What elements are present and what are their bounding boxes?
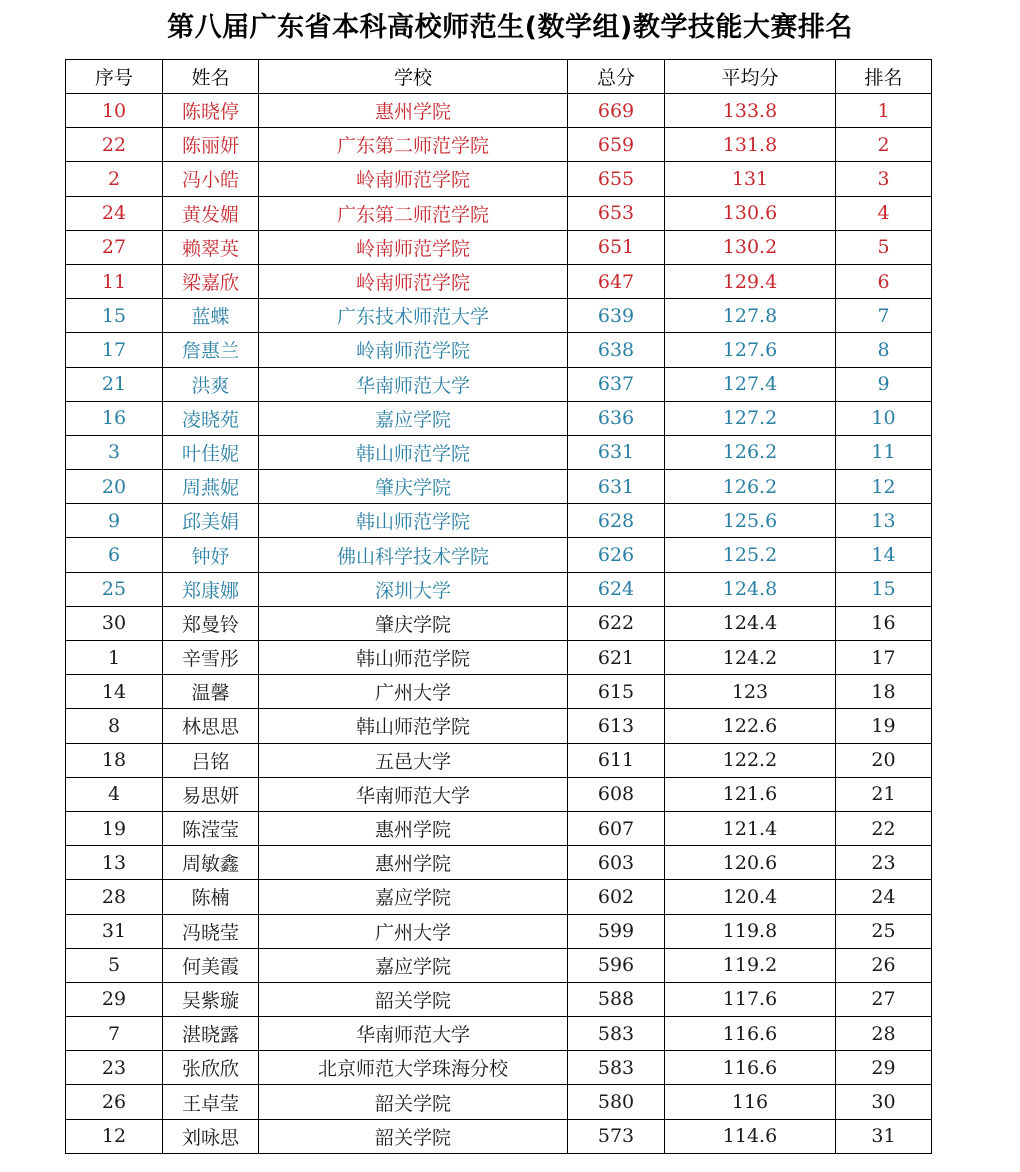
cell-avg: 126.2 bbox=[665, 435, 836, 469]
cell-no: 15 bbox=[66, 299, 163, 333]
table-row bbox=[66, 1051, 932, 1085]
header-name: 姓名 bbox=[163, 60, 259, 94]
cell-total: 622 bbox=[568, 606, 665, 640]
table-row bbox=[66, 641, 932, 675]
cell-rank: 6 bbox=[836, 264, 932, 298]
cell-no: 6 bbox=[66, 538, 163, 572]
cell-school: 韶关学院 bbox=[259, 1085, 568, 1119]
cell-school: 嘉应学院 bbox=[259, 401, 568, 435]
cell-name: 辛雪彤 bbox=[163, 641, 259, 675]
cell-rank: 7 bbox=[836, 299, 932, 333]
cell-avg: 130.6 bbox=[665, 196, 836, 230]
table-row bbox=[66, 846, 932, 880]
table-row bbox=[66, 1085, 932, 1119]
cell-name: 林思思 bbox=[163, 709, 259, 743]
cell-avg: 122.6 bbox=[665, 709, 836, 743]
cell-no: 18 bbox=[66, 743, 163, 777]
cell-name: 刘咏思 bbox=[163, 1119, 259, 1153]
cell-school: 广东第二师范学院 bbox=[259, 196, 568, 230]
cell-name: 周燕妮 bbox=[163, 470, 259, 504]
cell-name: 张欣欣 bbox=[163, 1051, 259, 1085]
cell-school: 惠州学院 bbox=[259, 846, 568, 880]
cell-avg: 127.6 bbox=[665, 333, 836, 367]
cell-no: 5 bbox=[66, 948, 163, 982]
cell-rank: 4 bbox=[836, 196, 932, 230]
cell-rank: 8 bbox=[836, 333, 932, 367]
cell-name: 洪爽 bbox=[163, 367, 259, 401]
cell-name: 詹惠兰 bbox=[163, 333, 259, 367]
cell-school: 华南师范大学 bbox=[259, 367, 568, 401]
cell-rank: 20 bbox=[836, 743, 932, 777]
cell-rank: 2 bbox=[836, 128, 932, 162]
cell-rank: 24 bbox=[836, 880, 932, 914]
cell-name: 冯小皓 bbox=[163, 162, 259, 196]
cell-total: 637 bbox=[568, 367, 665, 401]
cell-avg: 123 bbox=[665, 675, 836, 709]
table-row bbox=[66, 470, 932, 504]
table-row bbox=[66, 606, 932, 640]
cell-no: 22 bbox=[66, 128, 163, 162]
table-body bbox=[66, 94, 932, 1154]
cell-no: 13 bbox=[66, 846, 163, 880]
cell-total: 613 bbox=[568, 709, 665, 743]
table-row bbox=[66, 264, 932, 298]
cell-rank: 11 bbox=[836, 435, 932, 469]
cell-no: 26 bbox=[66, 1085, 163, 1119]
cell-rank: 30 bbox=[836, 1085, 932, 1119]
cell-name: 郑曼铃 bbox=[163, 606, 259, 640]
cell-rank: 27 bbox=[836, 982, 932, 1016]
cell-total: 669 bbox=[568, 94, 665, 128]
cell-avg: 121.4 bbox=[665, 811, 836, 845]
cell-no: 4 bbox=[66, 777, 163, 811]
cell-rank: 29 bbox=[836, 1051, 932, 1085]
cell-rank: 3 bbox=[836, 162, 932, 196]
cell-avg: 130.2 bbox=[665, 230, 836, 264]
cell-rank: 23 bbox=[836, 846, 932, 880]
table-row bbox=[66, 94, 932, 128]
cell-school: 嘉应学院 bbox=[259, 880, 568, 914]
cell-avg: 133.8 bbox=[665, 94, 836, 128]
cell-no: 2 bbox=[66, 162, 163, 196]
cell-total: 659 bbox=[568, 128, 665, 162]
cell-avg: 120.6 bbox=[665, 846, 836, 880]
table-row bbox=[66, 1119, 932, 1153]
cell-school: 广州大学 bbox=[259, 914, 568, 948]
cell-school: 五邑大学 bbox=[259, 743, 568, 777]
cell-name: 钟妤 bbox=[163, 538, 259, 572]
cell-name: 梁嘉欣 bbox=[163, 264, 259, 298]
cell-school: 韩山师范学院 bbox=[259, 641, 568, 675]
cell-total: 636 bbox=[568, 401, 665, 435]
cell-total: 596 bbox=[568, 948, 665, 982]
cell-no: 17 bbox=[66, 333, 163, 367]
cell-school: 韩山师范学院 bbox=[259, 435, 568, 469]
header-avg: 平均分 bbox=[665, 60, 836, 94]
cell-avg: 127.2 bbox=[665, 401, 836, 435]
cell-avg: 116.6 bbox=[665, 1017, 836, 1051]
cell-total: 638 bbox=[568, 333, 665, 367]
cell-total: 583 bbox=[568, 1017, 665, 1051]
cell-rank: 13 bbox=[836, 504, 932, 538]
cell-name: 湛晓露 bbox=[163, 1017, 259, 1051]
cell-avg: 116 bbox=[665, 1085, 836, 1119]
cell-no: 12 bbox=[66, 1119, 163, 1153]
cell-avg: 127.8 bbox=[665, 299, 836, 333]
table-row bbox=[66, 880, 932, 914]
header-school: 学校 bbox=[259, 60, 568, 94]
cell-avg: 127.4 bbox=[665, 367, 836, 401]
table-row bbox=[66, 572, 932, 606]
cell-total: 611 bbox=[568, 743, 665, 777]
table-row bbox=[66, 367, 932, 401]
cell-name: 叶佳妮 bbox=[163, 435, 259, 469]
cell-school: 惠州学院 bbox=[259, 811, 568, 845]
cell-no: 3 bbox=[66, 435, 163, 469]
cell-total: 608 bbox=[568, 777, 665, 811]
cell-total: 624 bbox=[568, 572, 665, 606]
table-row bbox=[66, 675, 932, 709]
cell-avg: 124.8 bbox=[665, 572, 836, 606]
cell-name: 吴紫璇 bbox=[163, 982, 259, 1016]
cell-no: 28 bbox=[66, 880, 163, 914]
cell-no: 8 bbox=[66, 709, 163, 743]
cell-school: 深圳大学 bbox=[259, 572, 568, 606]
cell-total: 628 bbox=[568, 504, 665, 538]
table-row bbox=[66, 435, 932, 469]
cell-no: 14 bbox=[66, 675, 163, 709]
cell-total: 588 bbox=[568, 982, 665, 1016]
cell-rank: 25 bbox=[836, 914, 932, 948]
table-row bbox=[66, 709, 932, 743]
cell-no: 10 bbox=[66, 94, 163, 128]
cell-name: 陈晓停 bbox=[163, 94, 259, 128]
ranking-table bbox=[65, 59, 932, 1154]
cell-total: 626 bbox=[568, 538, 665, 572]
cell-no: 9 bbox=[66, 504, 163, 538]
cell-avg: 129.4 bbox=[665, 264, 836, 298]
cell-total: 583 bbox=[568, 1051, 665, 1085]
cell-school: 华南师范大学 bbox=[259, 1017, 568, 1051]
cell-name: 易思妍 bbox=[163, 777, 259, 811]
table-row bbox=[66, 982, 932, 1016]
cell-name: 王卓莹 bbox=[163, 1085, 259, 1119]
cell-avg: 126.2 bbox=[665, 470, 836, 504]
cell-rank: 19 bbox=[836, 709, 932, 743]
cell-avg: 131.8 bbox=[665, 128, 836, 162]
cell-name: 吕铭 bbox=[163, 743, 259, 777]
cell-no: 7 bbox=[66, 1017, 163, 1051]
cell-no: 29 bbox=[66, 982, 163, 1016]
cell-avg: 125.6 bbox=[665, 504, 836, 538]
cell-total: 607 bbox=[568, 811, 665, 845]
cell-name: 邱美娟 bbox=[163, 504, 259, 538]
cell-rank: 22 bbox=[836, 811, 932, 845]
cell-rank: 1 bbox=[836, 94, 932, 128]
cell-total: 580 bbox=[568, 1085, 665, 1119]
cell-rank: 16 bbox=[836, 606, 932, 640]
cell-school: 惠州学院 bbox=[259, 94, 568, 128]
cell-school: 肇庆学院 bbox=[259, 606, 568, 640]
cell-school: 韩山师范学院 bbox=[259, 709, 568, 743]
cell-school: 岭南师范学院 bbox=[259, 162, 568, 196]
cell-name: 陈楠 bbox=[163, 880, 259, 914]
table-row bbox=[66, 162, 932, 196]
cell-no: 27 bbox=[66, 230, 163, 264]
cell-no: 19 bbox=[66, 811, 163, 845]
header-rank: 排名 bbox=[836, 60, 932, 94]
cell-school: 嘉应学院 bbox=[259, 948, 568, 982]
cell-total: 631 bbox=[568, 470, 665, 504]
cell-avg: 114.6 bbox=[665, 1119, 836, 1153]
cell-total: 615 bbox=[568, 675, 665, 709]
cell-no: 11 bbox=[66, 264, 163, 298]
cell-school: 韶关学院 bbox=[259, 1119, 568, 1153]
cell-total: 647 bbox=[568, 264, 665, 298]
cell-school: 佛山科学技术学院 bbox=[259, 538, 568, 572]
cell-name: 何美霞 bbox=[163, 948, 259, 982]
table-row bbox=[66, 128, 932, 162]
cell-rank: 21 bbox=[836, 777, 932, 811]
cell-school: 肇庆学院 bbox=[259, 470, 568, 504]
cell-avg: 120.4 bbox=[665, 880, 836, 914]
table-row bbox=[66, 914, 932, 948]
cell-avg: 124.4 bbox=[665, 606, 836, 640]
cell-no: 1 bbox=[66, 641, 163, 675]
cell-rank: 28 bbox=[836, 1017, 932, 1051]
cell-name: 郑康娜 bbox=[163, 572, 259, 606]
cell-school: 韩山师范学院 bbox=[259, 504, 568, 538]
table-header-row bbox=[66, 60, 932, 94]
cell-no: 16 bbox=[66, 401, 163, 435]
cell-avg: 119.2 bbox=[665, 948, 836, 982]
cell-total: 602 bbox=[568, 880, 665, 914]
cell-avg: 116.6 bbox=[665, 1051, 836, 1085]
cell-school: 岭南师范学院 bbox=[259, 264, 568, 298]
cell-rank: 14 bbox=[836, 538, 932, 572]
cell-total: 631 bbox=[568, 435, 665, 469]
cell-total: 621 bbox=[568, 641, 665, 675]
cell-name: 陈丽妍 bbox=[163, 128, 259, 162]
cell-name: 凌晓苑 bbox=[163, 401, 259, 435]
table-row bbox=[66, 401, 932, 435]
cell-school: 韶关学院 bbox=[259, 982, 568, 1016]
table-row bbox=[66, 1017, 932, 1051]
cell-name: 温馨 bbox=[163, 675, 259, 709]
cell-rank: 15 bbox=[836, 572, 932, 606]
table-row bbox=[66, 230, 932, 264]
cell-no: 30 bbox=[66, 606, 163, 640]
cell-rank: 10 bbox=[836, 401, 932, 435]
cell-name: 冯晓莹 bbox=[163, 914, 259, 948]
cell-total: 639 bbox=[568, 299, 665, 333]
cell-avg: 117.6 bbox=[665, 982, 836, 1016]
cell-school: 华南师范大学 bbox=[259, 777, 568, 811]
table-row bbox=[66, 811, 932, 845]
cell-avg: 131 bbox=[665, 162, 836, 196]
table-row bbox=[66, 504, 932, 538]
table-row bbox=[66, 299, 932, 333]
table-row bbox=[66, 538, 932, 572]
cell-school: 岭南师范学院 bbox=[259, 230, 568, 264]
table-row bbox=[66, 948, 932, 982]
cell-avg: 119.8 bbox=[665, 914, 836, 948]
cell-rank: 17 bbox=[836, 641, 932, 675]
cell-total: 651 bbox=[568, 230, 665, 264]
cell-school: 广东第二师范学院 bbox=[259, 128, 568, 162]
cell-avg: 122.2 bbox=[665, 743, 836, 777]
cell-total: 599 bbox=[568, 914, 665, 948]
cell-rank: 31 bbox=[836, 1119, 932, 1153]
cell-rank: 5 bbox=[836, 230, 932, 264]
cell-avg: 125.2 bbox=[665, 538, 836, 572]
cell-no: 21 bbox=[66, 367, 163, 401]
cell-no: 23 bbox=[66, 1051, 163, 1085]
cell-no: 31 bbox=[66, 914, 163, 948]
cell-school: 广州大学 bbox=[259, 675, 568, 709]
cell-rank: 12 bbox=[836, 470, 932, 504]
cell-total: 653 bbox=[568, 196, 665, 230]
cell-name: 蓝蝶 bbox=[163, 299, 259, 333]
cell-avg: 121.6 bbox=[665, 777, 836, 811]
table-row bbox=[66, 196, 932, 230]
cell-school: 广东技术师范大学 bbox=[259, 299, 568, 333]
header-total: 总分 bbox=[568, 60, 665, 94]
cell-avg: 124.2 bbox=[665, 641, 836, 675]
cell-no: 24 bbox=[66, 196, 163, 230]
cell-rank: 26 bbox=[836, 948, 932, 982]
table-row bbox=[66, 333, 932, 367]
cell-no: 20 bbox=[66, 470, 163, 504]
table-row bbox=[66, 743, 932, 777]
cell-name: 周敏鑫 bbox=[163, 846, 259, 880]
header-no: 序号 bbox=[66, 60, 163, 94]
cell-name: 赖翠英 bbox=[163, 230, 259, 264]
cell-rank: 18 bbox=[836, 675, 932, 709]
cell-rank: 9 bbox=[836, 367, 932, 401]
cell-school: 岭南师范学院 bbox=[259, 333, 568, 367]
page-title: 第八届广东省本科高校师范生(数学组)教学技能大赛排名 bbox=[167, 12, 853, 43]
cell-no: 25 bbox=[66, 572, 163, 606]
cell-name: 陈滢莹 bbox=[163, 811, 259, 845]
cell-total: 573 bbox=[568, 1119, 665, 1153]
cell-total: 655 bbox=[568, 162, 665, 196]
cell-total: 603 bbox=[568, 846, 665, 880]
cell-school: 北京师范大学珠海分校 bbox=[259, 1051, 568, 1085]
cell-name: 黄发媚 bbox=[163, 196, 259, 230]
table-row bbox=[66, 777, 932, 811]
